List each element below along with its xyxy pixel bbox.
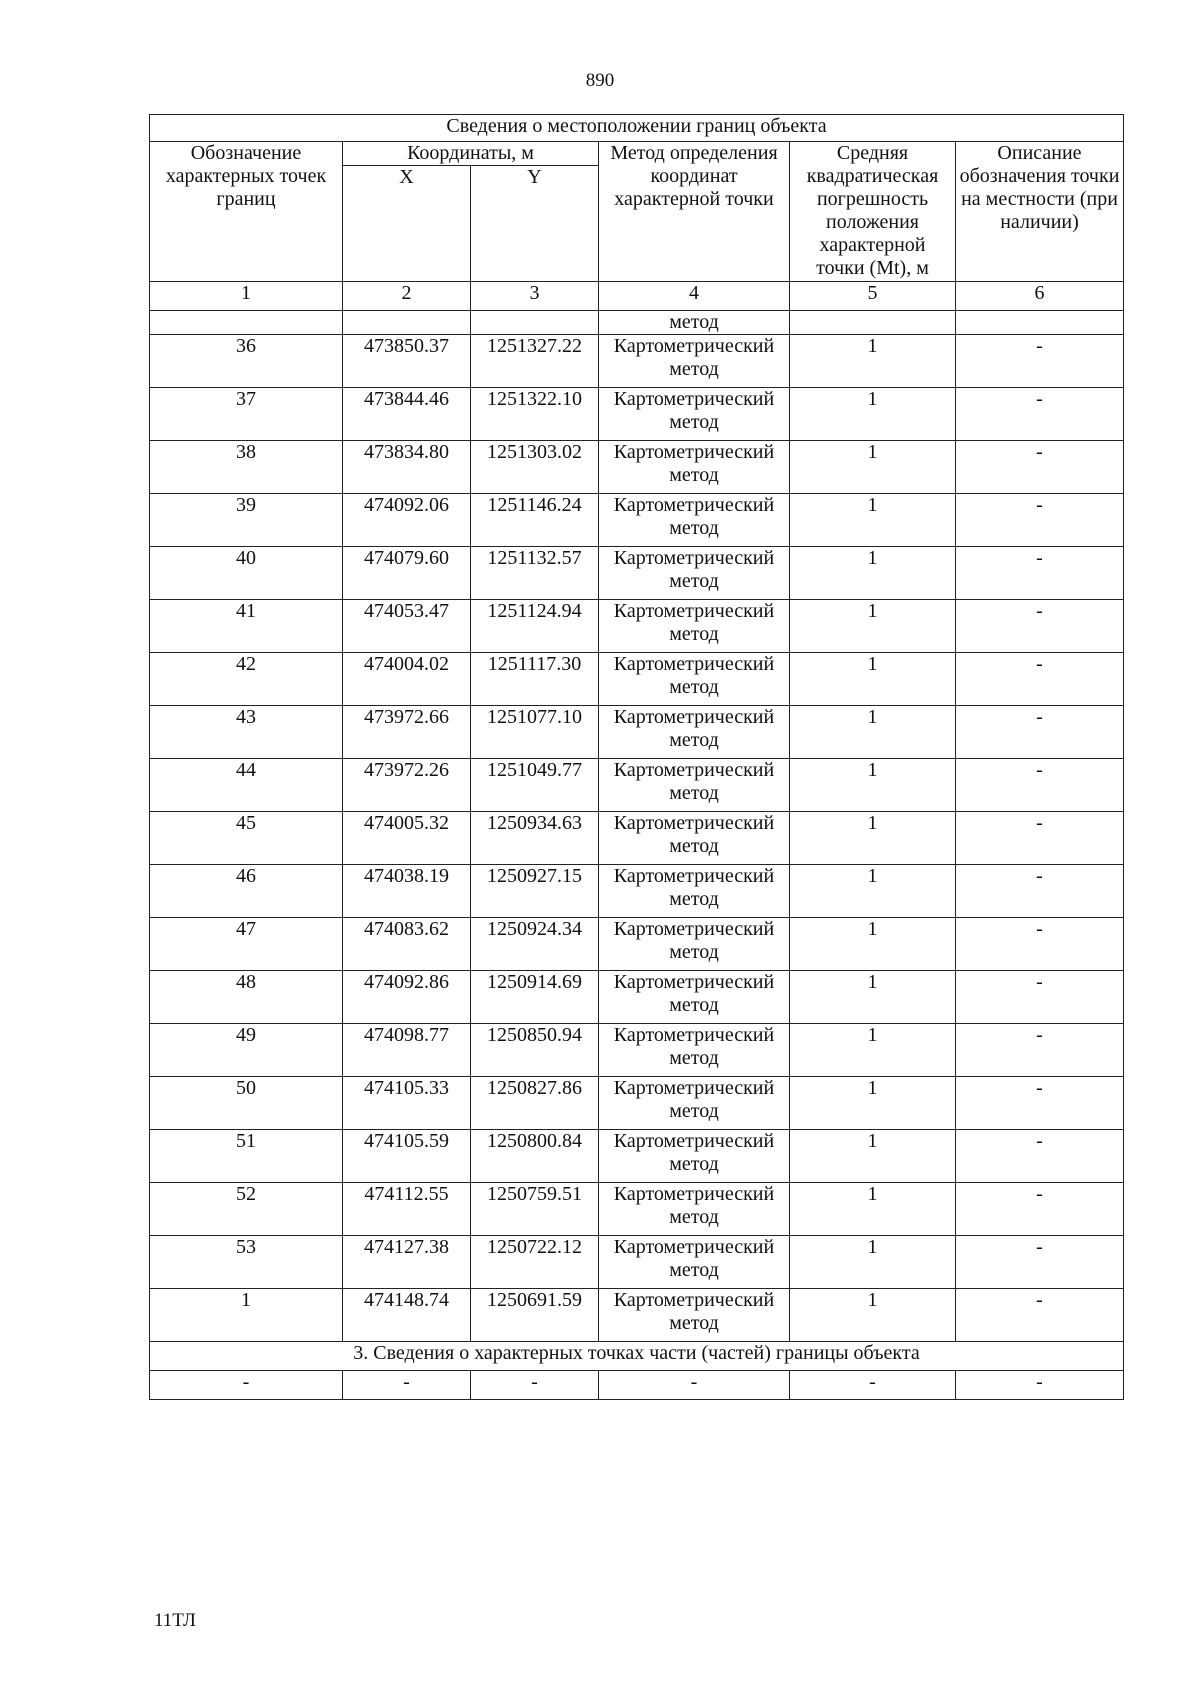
error-cell: 1 xyxy=(790,865,956,918)
point-cell: 47 xyxy=(150,918,343,971)
point-cell: 51 xyxy=(150,1130,343,1183)
x-cell: 473850.37 xyxy=(343,335,471,388)
x-cell: 474127.38 xyxy=(343,1236,471,1289)
point-cell: 45 xyxy=(150,812,343,865)
error-cell: 1 xyxy=(790,547,956,600)
point-cell: 38 xyxy=(150,441,343,494)
part-cell: - xyxy=(790,1371,956,1400)
description-cell: - xyxy=(956,759,1124,812)
x-cell: 473844.46 xyxy=(343,388,471,441)
part-section-title-row xyxy=(150,1342,1124,1371)
description-cell: - xyxy=(956,1289,1124,1342)
header-coords: Координаты, м xyxy=(343,142,599,166)
y-cell: 1251303.02 xyxy=(471,441,599,494)
error-cell: 1 xyxy=(790,388,956,441)
column-number: 5 xyxy=(790,282,956,311)
table-row xyxy=(150,918,1124,971)
y-cell: 1251077.10 xyxy=(471,706,599,759)
method-cell: Картометрический метод xyxy=(599,494,790,547)
part-cell: - xyxy=(956,1371,1124,1400)
table-row xyxy=(150,1130,1124,1183)
empty-cell xyxy=(790,311,956,335)
point-cell: 53 xyxy=(150,1236,343,1289)
method-cell: Картометрический метод xyxy=(599,1289,790,1342)
part-cell: - xyxy=(599,1371,790,1400)
table-row xyxy=(150,759,1124,812)
page-number: 890 xyxy=(585,70,615,91)
error-cell: 1 xyxy=(790,1130,956,1183)
y-cell: 1251117.30 xyxy=(471,653,599,706)
part-section-title: 3. Сведения о характерных точках части (частей) границы объекта xyxy=(150,1342,1124,1371)
error-cell: 1 xyxy=(790,971,956,1024)
description-cell: - xyxy=(956,388,1124,441)
description-cell: - xyxy=(956,812,1124,865)
method-cell: Картометрический метод xyxy=(599,335,790,388)
x-cell: 474105.33 xyxy=(343,1077,471,1130)
method-cell: Картометрический метод xyxy=(599,1183,790,1236)
point-cell: 49 xyxy=(150,1024,343,1077)
description-cell: - xyxy=(956,494,1124,547)
description-cell: - xyxy=(956,1236,1124,1289)
y-cell: 1250691.59 xyxy=(471,1289,599,1342)
description-cell: - xyxy=(956,918,1124,971)
x-cell: 474098.77 xyxy=(343,1024,471,1077)
error-cell: 1 xyxy=(790,918,956,971)
x-cell: 474079.60 xyxy=(343,547,471,600)
error-cell: 1 xyxy=(790,1183,956,1236)
y-cell: 1250722.12 xyxy=(471,1236,599,1289)
x-cell: 473834.80 xyxy=(343,441,471,494)
error-cell: 1 xyxy=(790,706,956,759)
table-row xyxy=(150,865,1124,918)
method-cell: Картометрический метод xyxy=(599,1130,790,1183)
x-cell: 474083.62 xyxy=(343,918,471,971)
column-number: 4 xyxy=(599,282,790,311)
table-row xyxy=(150,547,1124,600)
error-cell: 1 xyxy=(790,1289,956,1342)
point-cell: 44 xyxy=(150,759,343,812)
header-y: Y xyxy=(471,166,599,282)
continued-method-cell: метод xyxy=(599,311,790,335)
x-cell: 474004.02 xyxy=(343,653,471,706)
part-cell: - xyxy=(343,1371,471,1400)
x-cell: 474092.86 xyxy=(343,971,471,1024)
error-cell: 1 xyxy=(790,1077,956,1130)
y-cell: 1250934.63 xyxy=(471,812,599,865)
method-cell: Картометрический метод xyxy=(599,812,790,865)
point-cell: 48 xyxy=(150,971,343,1024)
x-cell: 474112.55 xyxy=(343,1183,471,1236)
point-cell: 50 xyxy=(150,1077,343,1130)
method-cell: Картометрический метод xyxy=(599,865,790,918)
x-cell: 473972.66 xyxy=(343,706,471,759)
point-cell: 43 xyxy=(150,706,343,759)
table-row xyxy=(150,1183,1124,1236)
y-cell: 1250827.86 xyxy=(471,1077,599,1130)
y-cell: 1251146.24 xyxy=(471,494,599,547)
error-cell: 1 xyxy=(790,441,956,494)
table-row xyxy=(150,1077,1124,1130)
header-x: X xyxy=(343,166,471,282)
y-cell: 1251132.57 xyxy=(471,547,599,600)
y-cell: 1251049.77 xyxy=(471,759,599,812)
empty-cell xyxy=(343,311,471,335)
footer-code: 11ТЛ xyxy=(154,1610,196,1631)
y-cell: 1250914.69 xyxy=(471,971,599,1024)
table-title: Сведения о местоположении границ объекта xyxy=(150,115,1124,142)
method-cell: Картометрический метод xyxy=(599,759,790,812)
x-cell: 474053.47 xyxy=(343,600,471,653)
x-cell: 474148.74 xyxy=(343,1289,471,1342)
continued-row xyxy=(150,311,1124,335)
description-cell: - xyxy=(956,865,1124,918)
method-cell: Картометрический метод xyxy=(599,971,790,1024)
column-number: 2 xyxy=(343,282,471,311)
point-cell: 46 xyxy=(150,865,343,918)
empty-cell xyxy=(150,311,343,335)
y-cell: 1251327.22 xyxy=(471,335,599,388)
error-cell: 1 xyxy=(790,812,956,865)
header-error: Средняя квадратическая погрешность положения характерной точки (Mt), м xyxy=(790,142,956,282)
point-cell: 39 xyxy=(150,494,343,547)
column-numbers-row xyxy=(150,282,1124,311)
description-cell: - xyxy=(956,1077,1124,1130)
error-cell: 1 xyxy=(790,759,956,812)
description-cell: - xyxy=(956,1024,1124,1077)
x-cell: 474105.59 xyxy=(343,1130,471,1183)
x-cell: 474005.32 xyxy=(343,812,471,865)
table-row xyxy=(150,971,1124,1024)
x-cell: 474038.19 xyxy=(343,865,471,918)
description-cell: - xyxy=(956,1130,1124,1183)
method-cell: Картометрический метод xyxy=(599,706,790,759)
table-row xyxy=(150,812,1124,865)
point-cell: 52 xyxy=(150,1183,343,1236)
error-cell: 1 xyxy=(790,494,956,547)
table-row xyxy=(150,388,1124,441)
header-method: Метод определения координат характерной точки xyxy=(599,142,790,282)
y-cell: 1251124.94 xyxy=(471,600,599,653)
column-number: 3 xyxy=(471,282,599,311)
y-cell: 1250927.15 xyxy=(471,865,599,918)
x-cell: 474092.06 xyxy=(343,494,471,547)
table-row xyxy=(150,1024,1124,1077)
method-cell: Картометрический метод xyxy=(599,1024,790,1077)
description-cell: - xyxy=(956,547,1124,600)
point-cell: 1 xyxy=(150,1289,343,1342)
column-number: 1 xyxy=(150,282,343,311)
table-row xyxy=(150,494,1124,547)
method-cell: Картометрический метод xyxy=(599,441,790,494)
point-cell: 37 xyxy=(150,388,343,441)
header-point: Обозначение характерных точек границ xyxy=(150,142,343,282)
table-row xyxy=(150,335,1124,388)
part-cell: - xyxy=(471,1371,599,1400)
y-cell: 1250759.51 xyxy=(471,1183,599,1236)
boundary-table xyxy=(149,114,1124,1400)
table-row xyxy=(150,441,1124,494)
table-row xyxy=(150,600,1124,653)
empty-cell xyxy=(956,311,1124,335)
method-cell: Картометрический метод xyxy=(599,653,790,706)
method-cell: Картометрический метод xyxy=(599,600,790,653)
error-cell: 1 xyxy=(790,1024,956,1077)
description-cell: - xyxy=(956,1183,1124,1236)
method-cell: Картометрический метод xyxy=(599,1236,790,1289)
empty-cell xyxy=(471,311,599,335)
part-cell: - xyxy=(150,1371,343,1400)
table-row xyxy=(150,653,1124,706)
method-cell: Картометрический метод xyxy=(599,388,790,441)
description-cell: - xyxy=(956,441,1124,494)
table-row xyxy=(150,1236,1124,1289)
y-cell: 1250924.34 xyxy=(471,918,599,971)
method-cell: Картометрический метод xyxy=(599,918,790,971)
y-cell: 1250800.84 xyxy=(471,1130,599,1183)
description-cell: - xyxy=(956,653,1124,706)
point-cell: 40 xyxy=(150,547,343,600)
error-cell: 1 xyxy=(790,653,956,706)
error-cell: 1 xyxy=(790,1236,956,1289)
table-row xyxy=(150,706,1124,759)
error-cell: 1 xyxy=(790,600,956,653)
description-cell: - xyxy=(956,335,1124,388)
point-cell: 42 xyxy=(150,653,343,706)
method-cell: Картометрический метод xyxy=(599,1077,790,1130)
y-cell: 1250850.94 xyxy=(471,1024,599,1077)
point-cell: 41 xyxy=(150,600,343,653)
part-row xyxy=(150,1371,1124,1400)
table-row xyxy=(150,1289,1124,1342)
x-cell: 473972.26 xyxy=(343,759,471,812)
description-cell: - xyxy=(956,600,1124,653)
header-description: Описание обозначения точки на местности (при наличии) xyxy=(956,142,1124,282)
point-cell: 36 xyxy=(150,335,343,388)
y-cell: 1251322.10 xyxy=(471,388,599,441)
description-cell: - xyxy=(956,706,1124,759)
column-number: 6 xyxy=(956,282,1124,311)
description-cell: - xyxy=(956,971,1124,1024)
error-cell: 1 xyxy=(790,335,956,388)
method-cell: Картометрический метод xyxy=(599,547,790,600)
